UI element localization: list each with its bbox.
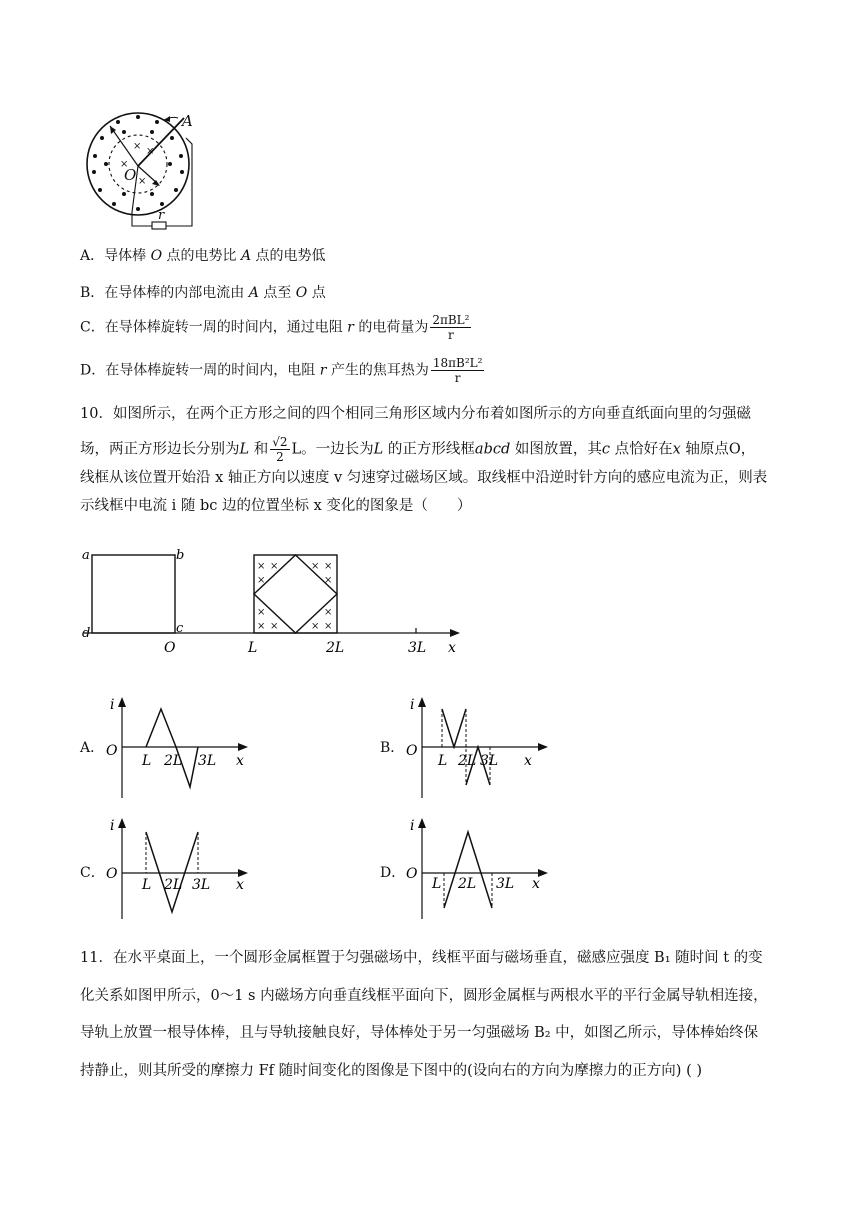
svg-text:×: × — [257, 607, 266, 618]
fraction-heat: $\frac{\text{18πB²L²}}{r}$ — [432, 356, 483, 385]
svg-text:×: × — [324, 561, 333, 572]
frame-abcd — [92, 555, 175, 633]
choice-d-graph — [402, 816, 552, 924]
svg-text:×: × — [270, 621, 279, 632]
svg-text:x: x — [236, 753, 244, 769]
svg-text:2L: 2L — [326, 640, 345, 656]
svg-text:3L: 3L — [496, 876, 515, 892]
q10-line-4: 示线框中电流 i 随 bc 边的位置坐标 x 变化的图象是（ ） — [80, 498, 472, 514]
svg-text:2L: 2L — [164, 877, 183, 893]
svg-text:×: × — [257, 575, 266, 586]
svg-text:O: O — [406, 743, 418, 759]
svg-text:b: b — [176, 548, 185, 563]
svg-text:x: x — [532, 876, 540, 892]
q11-stem — [80, 944, 800, 1085]
svg-text:2L: 2L — [458, 876, 477, 892]
q11-line-3: 导轨上放置一根导体棒，且与导轨接触良好，导体棒处于另一匀强磁场 B₂ 中，如图乙所示，导体棒始终保 — [80, 1025, 759, 1041]
q11-line-1: 11．在水平桌面上，一个圆形金属框置于匀强磁场中，线框平面与磁场垂直，磁感应强度 B₁ 随时间 t 的变 — [80, 950, 763, 966]
svg-text:L: L — [142, 877, 152, 893]
svg-text:×: × — [133, 141, 142, 152]
choice-d-label: D． — [380, 865, 406, 881]
fraction-charge: $\frac{\text{2πBL²}}{r}$ — [432, 313, 470, 342]
svg-text:×: × — [324, 575, 333, 586]
q11-line-2: 化关系如图甲所示，0～1 s 内磁场方向垂直线框平面向下，圆形金属框与两根水平的平行金属导轨相连接， — [80, 987, 768, 1004]
svg-text:×: × — [257, 621, 266, 632]
svg-text:×: × — [324, 607, 333, 618]
choice-c-label: C． — [80, 865, 105, 881]
svg-text:3L: 3L — [408, 640, 427, 656]
svg-text:×: × — [120, 159, 129, 170]
svg-text:×: × — [146, 146, 155, 157]
q9-option-c: C．在导体棒旋转一周的时间内，通过电阻 r 的电荷量为 $\frac{\text{2πBL²}}{r}$ — [80, 313, 470, 342]
svg-text:2L: 2L — [164, 753, 183, 769]
svg-text:O: O — [164, 640, 176, 656]
label-O: O — [124, 166, 137, 184]
choice-b-label: B． — [380, 740, 405, 756]
svg-text:×: × — [311, 621, 320, 632]
svg-text:i: i — [110, 697, 115, 713]
svg-text:L: L — [248, 640, 258, 656]
svg-text:c: c — [176, 621, 184, 636]
svg-text:a: a — [82, 548, 90, 563]
svg-text:O: O — [106, 743, 118, 759]
svg-text:3L: 3L — [198, 753, 217, 769]
q10-line-3: 线框从该位置开始沿 x 轴正方向以速度 v 匀速穿过磁场区域。取线框中沿逆时针方向的感应电流为正，则表 — [80, 469, 768, 486]
q11-line-4: 持静止，则其所受的摩擦力 Ff 随时间变化的图像是下图中的(设向右的方向为摩擦力的正方向) ( ) — [80, 1062, 702, 1079]
svg-text:i: i — [410, 818, 415, 834]
label-A: A — [182, 112, 193, 130]
svg-text:i: i — [110, 818, 115, 834]
svg-text:3L: 3L — [192, 877, 211, 893]
svg-text:×: × — [257, 561, 266, 572]
q9-option-b: B．在导体棒的内部电流由 A 点至 O 点 — [80, 285, 326, 301]
svg-text:×: × — [270, 561, 279, 572]
q9-option-a: A．导体棒 O 点的电势比 A 点的电势低 — [80, 248, 326, 264]
svg-text:O: O — [406, 866, 418, 882]
q9-figure — [80, 104, 205, 236]
resistor-r — [152, 222, 166, 229]
svg-text:x: x — [448, 640, 456, 656]
q10-figure — [78, 545, 478, 660]
svg-text:×: × — [324, 621, 333, 632]
svg-text:L: L — [432, 876, 442, 892]
svg-text:L: L — [142, 753, 152, 769]
svg-text:3L: 3L — [480, 753, 499, 769]
choice-c-graph — [102, 816, 252, 924]
svg-text:d: d — [82, 626, 91, 641]
svg-text:x: x — [524, 753, 532, 769]
q10-line-2: 场，两正方形边长分别为L 和 $\frac{√2}{2}$ L。一边长为L 的正方形线框abcd 如图放置，其c 点恰好在x 轴原点O， — [80, 434, 756, 464]
svg-text:×: × — [138, 176, 147, 187]
choice-a-graph — [102, 695, 252, 803]
svg-text:x: x — [236, 877, 244, 893]
q9-option-d: D．在导体棒旋转一周的时间内，电阻 r 产生的焦耳热为 $\frac{\text{18πB²L²}}{r}$ — [80, 356, 483, 385]
svg-text:2L: 2L — [458, 753, 477, 769]
svg-text:L: L — [438, 753, 448, 769]
fraction-sqrt2-over-2: $\frac{√2}{2}$ — [272, 434, 288, 464]
field-dots — [92, 115, 184, 211]
choice-a-label: A． — [80, 740, 105, 756]
label-r: r — [158, 208, 165, 223]
svg-text:×: × — [311, 561, 320, 572]
choice-b-graph — [402, 695, 552, 803]
q10-stem — [80, 400, 800, 521]
svg-text:i: i — [410, 697, 415, 713]
svg-text:O: O — [106, 866, 118, 882]
field-crosses — [257, 561, 332, 632]
q10-line-1: 10．如图所示，在两个正方形之间的四个相同三角形区域内分布着如图所示的方向垂直纸面向里的匀强磁 — [80, 406, 751, 422]
rod — [138, 118, 184, 166]
